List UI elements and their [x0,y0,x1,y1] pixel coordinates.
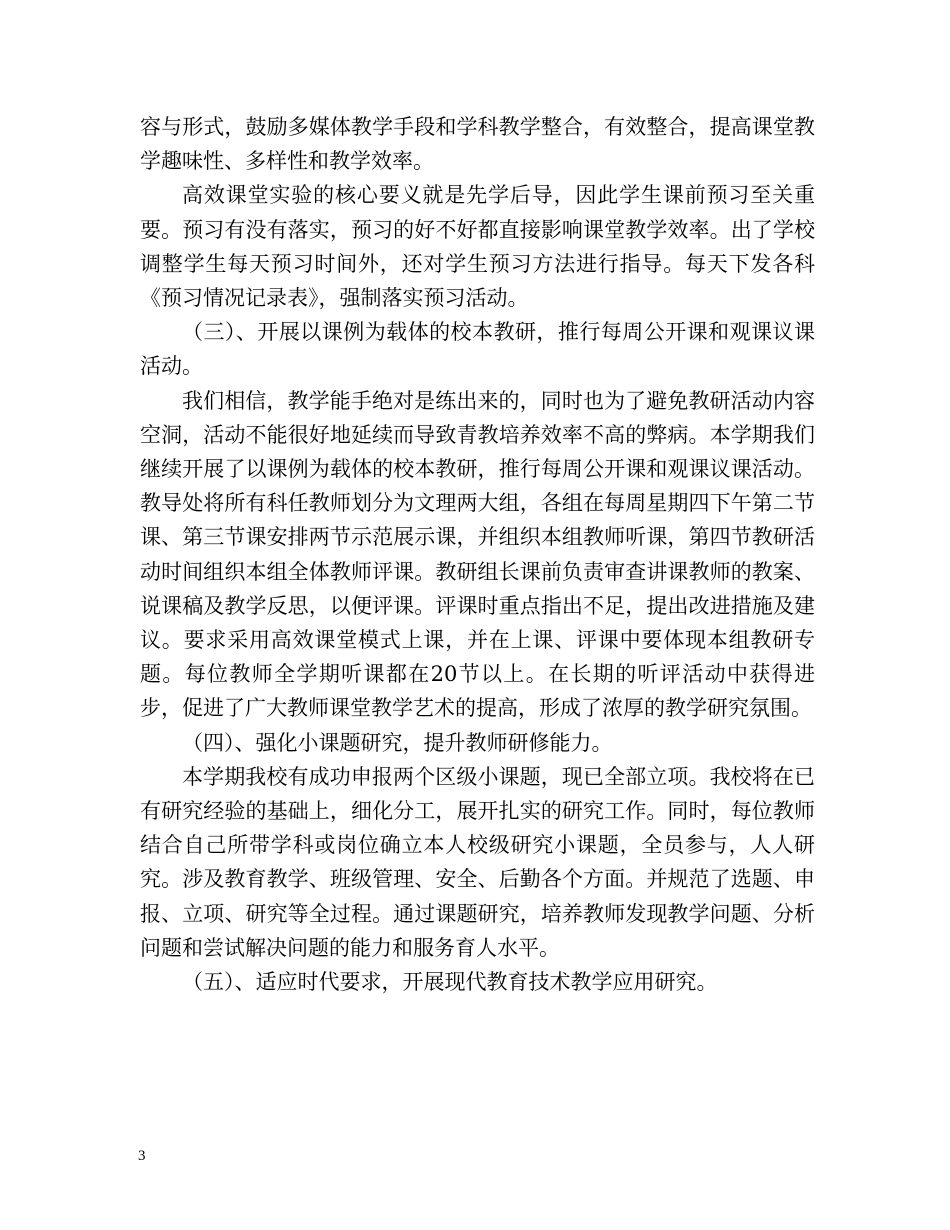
paragraph-teaching-research: 我们相信，教学能手绝对是练出来的，同时也为了避免教研活动内容空洞，活动不能很好地延续而导致青教培养效率不高的弊病。本学期我们继续开展了以课例为载体的校本教研，推行每周公开课和观课议课活动。教导处将所有科任教师划分为文理两大组，各组在每周星期四下午第二节课、第三节课安排两节示范展示课，并组织本组教师听课，第四节教研活动时间组织本组全体教师评课。教研组长课前负责审查讲课教师的教案、说课稿及教学反思，以便评课。评课时重点指出不足，提出改进措施及建议。要求采用高效课堂模式上课，并在上课、评课中要体现本组教研专题。每位教师全学期听课都在20节以上。在长期的听评活动中获得进步，促进了广大教师课堂教学艺术的提高，形成了浓厚的教学研究氛围。 [140,388,815,721]
paragraph-preview: 高效课堂实验的核心要义就是先学后导，因此学生课前预习至关重要。预习有没有落实，预习的好不好都直接影响课堂教学效率。出了学校调整学生每天预习时间外，还对学生预习方法进行指导。每天下发各科《预习情况记录表》，强制落实预习活动。 [140,183,815,311]
section-heading-5: （五）、适应时代要求，开展现代教育技术教学应用研究。 [182,970,718,995]
document-body [140,110,815,999]
section-heading-3: （三）、开展以课例为载体的校本教研，推行每周公开课和观课议课活动。 [140,320,815,379]
paragraph-continuation: 容与形式，鼓励多媒体教学手段和学科教学整合，有效整合，提高课堂教学趣味性、多样性和教学效率。 [140,115,815,174]
page-number: 3 [138,1148,146,1164]
paragraph-small-topics: 本学期我校有成功申报两个区级小课题，现已全部立项。我校将在已有研究经验的基础上，细化分工，展开扎实的研究工作。同时，每位教师结合自己所带学科或岗位确立本人校级研究小课题，全员参与，人人研究。涉及教育教学、班级管理、安全、后勤各个方面。并规范了选题、申报、立项、研究等全过程。通过课题研究，培养教师发现教学问题、分析问题和尝试解决问题的能力和服务育人水平。 [140,764,815,960]
section-heading-4: （四）、强化小课题研究，提升教师研修能力。 [182,730,613,755]
